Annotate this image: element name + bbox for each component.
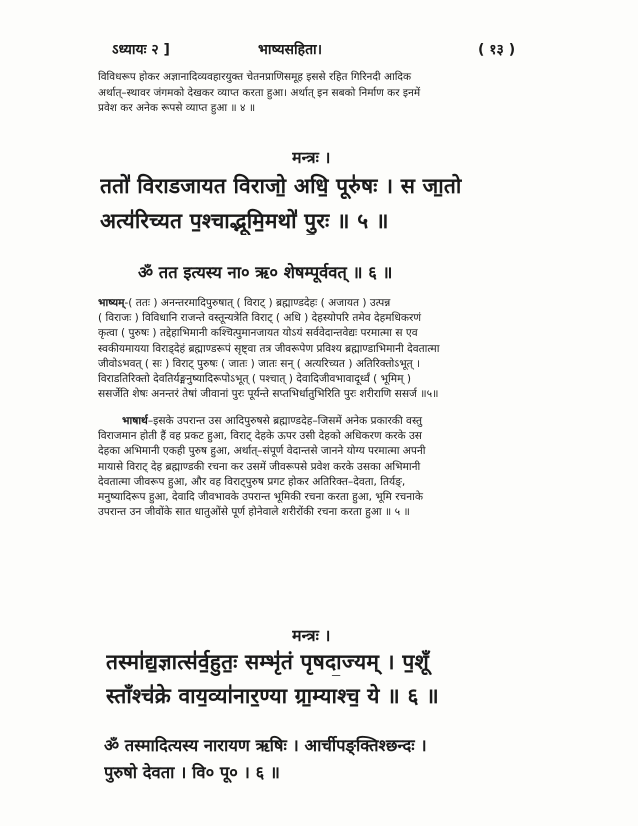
page-number: ( १३ ) xyxy=(478,42,516,58)
intro-paragraph xyxy=(98,70,528,117)
bhashya-first-line xyxy=(98,296,530,311)
bhashartha-line: मायासे विराट् देह ब्रह्माण्डकी रचना कर उसमें जीवरूपसे प्रवेश करके उसका अभिमानी xyxy=(98,460,421,473)
bhashya-line: जीवोऽभवत् ( सः ) विराट् पुरुषः ( जातः ) जातः सन् ( अत्यरिच्यत ) अतिरिक्तोऽभूत् । xyxy=(98,357,421,370)
mantra-verse-line: ततो॑ विराडजायत विराजो॒ अधि॒ पूरु॑षः । स जा॒तो xyxy=(100,174,462,198)
rishi-line: पुरुषो देवता । वि० पू० । ६ ॥ xyxy=(104,763,280,782)
bhashya-label: भाष्यम् xyxy=(98,297,125,309)
rishi-line: ॐ तस्मादित्यस्य नारायण ऋषिः । आर्चीपङ्क्तिश्छन्दः । xyxy=(104,736,427,755)
intro-line: प्रवेश कर अनेक रूपसे व्याप्त हुआ ॥ ४ ॥ xyxy=(98,102,256,114)
bhashartha-line: देहका अभिमानी एकही पुरुष हुआ, अर्थात्–संपूर्ण वेदान्तसे जानने योग्य परमात्मा अपनी xyxy=(98,445,426,458)
mantra-heading: मन्त्रः । xyxy=(292,626,331,645)
bhashartha-line: विराजमान होती हैं वह प्रकट हुआ, विराट् देहके ऊपर उसी देहको अधिकरण करके उस xyxy=(98,430,422,443)
bhashya-line: कृत्वा ( पुरुषः ) तद्देहाभिमानी कश्चित्पुमानजायत योऽयं सर्ववेदान्तवेद्यः परमात्मा स एव xyxy=(98,327,418,340)
intro-line: अर्थात्–स्थावर जंगमको देखकर व्याप्त करता हुआ। अर्थात् इन सबको निर्माण कर इनमें xyxy=(98,86,421,99)
bhashartha-line: मनुष्यादिरूप हुआ, देवादि जीवभावके उपरान्त भूमिकी रचना करता हुआ, भूमि रचनाके xyxy=(98,491,424,504)
mantra-verse-line: तस्मा॑द्य॒ज्ञात्स॑र्व॒हुतः॒ सम्भृ॑तं पृषदा॒ज्यम् । प॒शूँ xyxy=(106,650,429,674)
chapter-marker: ऽध्यायः २ ] xyxy=(112,42,170,58)
mantra-heading: मन्त्रः । xyxy=(292,148,331,167)
mantra-verse-line: स्ताँश्च॑क्रे वाय॒व्या॑नार॒ण्या ग्रा॒म्याश्च॒ ये ॥ ६ ॥ xyxy=(106,684,439,708)
bhashya-line: स्वकीयमायया विराड्देहं ब्रह्माण्डरूपं सृष्ट्वा तत्र जीवरूपेण प्रविश्य ब्रह्माण्डाभिमानी देवतात्मा xyxy=(98,342,440,355)
bhashya-line: ससर्जेति शेषः अनन्तरं तेषां जीवानां पुरः पूर्यन्ते सप्तभिर्धातुभिरिति पुरः शरीराणि ससर्ज ॥५॥ xyxy=(98,388,439,401)
rishi-line: ॐ तत इत्यस्य ना० ऋ० शेषम्पूर्ववत् ॥ ६ ॥ xyxy=(138,263,393,282)
bhashartha-label: भाषार्थ xyxy=(122,415,148,427)
bhashartha-line: देवतात्मा जीवरूप हुआ, और वह विराट्पुरुष प्रगट होकर अतिरिक्त–देवता, तिर्यङ्, xyxy=(98,475,406,488)
bhashya-paragraph xyxy=(98,296,530,402)
bhashya-line: -( ततः ) अनन्तरमादिपुरुषात् ( विराट् ) ब्रह्माण्डदेहः ( अजायत ) उत्पन्न xyxy=(124,297,391,309)
bhashartha-line: –इसके उपरान्त उस आदिपुरुषसे ब्रह्माण्डदेह–जिसमें अनेक प्रकारकी वस्तु xyxy=(147,415,423,427)
running-title: भाष्यसहिता। xyxy=(258,42,322,58)
bhashya-line: विराडतिरिक्तो देवतिर्यङ्मनुष्यादिरूपोऽभूत् ( पश्चात् ) देवादिजीवभावादूर्ध्वं ( भूमिम् ) xyxy=(98,373,411,386)
bhashartha-first-line xyxy=(98,414,530,429)
bhashartha-line: उपरान्त उन जीवोंके सात धातुओंसे पूर्ण होनेवाले शरीरोंकी रचना करता हुआ ॥ ५ ॥ xyxy=(98,506,410,519)
bhashya-line: ( विराजः ) विविधानि राजन्ते वस्तून्यत्रेति विराट् ( अधि ) देहस्योपरि तमेव देहमधिकरणं xyxy=(98,312,421,325)
intro-line: विविधरूप होकर अज्ञानादिव्यवहारयुक्त चेतनप्राणिसमूह इससे रहित गिरिनदी आदिक xyxy=(98,71,412,83)
mantra-verse-line: अत्य॑रिच्यत प॒श्चाद्भूमि॒मथो॑ पु॒रः ॥ ५ ॥ xyxy=(100,209,389,233)
bhashartha-paragraph xyxy=(98,414,530,520)
